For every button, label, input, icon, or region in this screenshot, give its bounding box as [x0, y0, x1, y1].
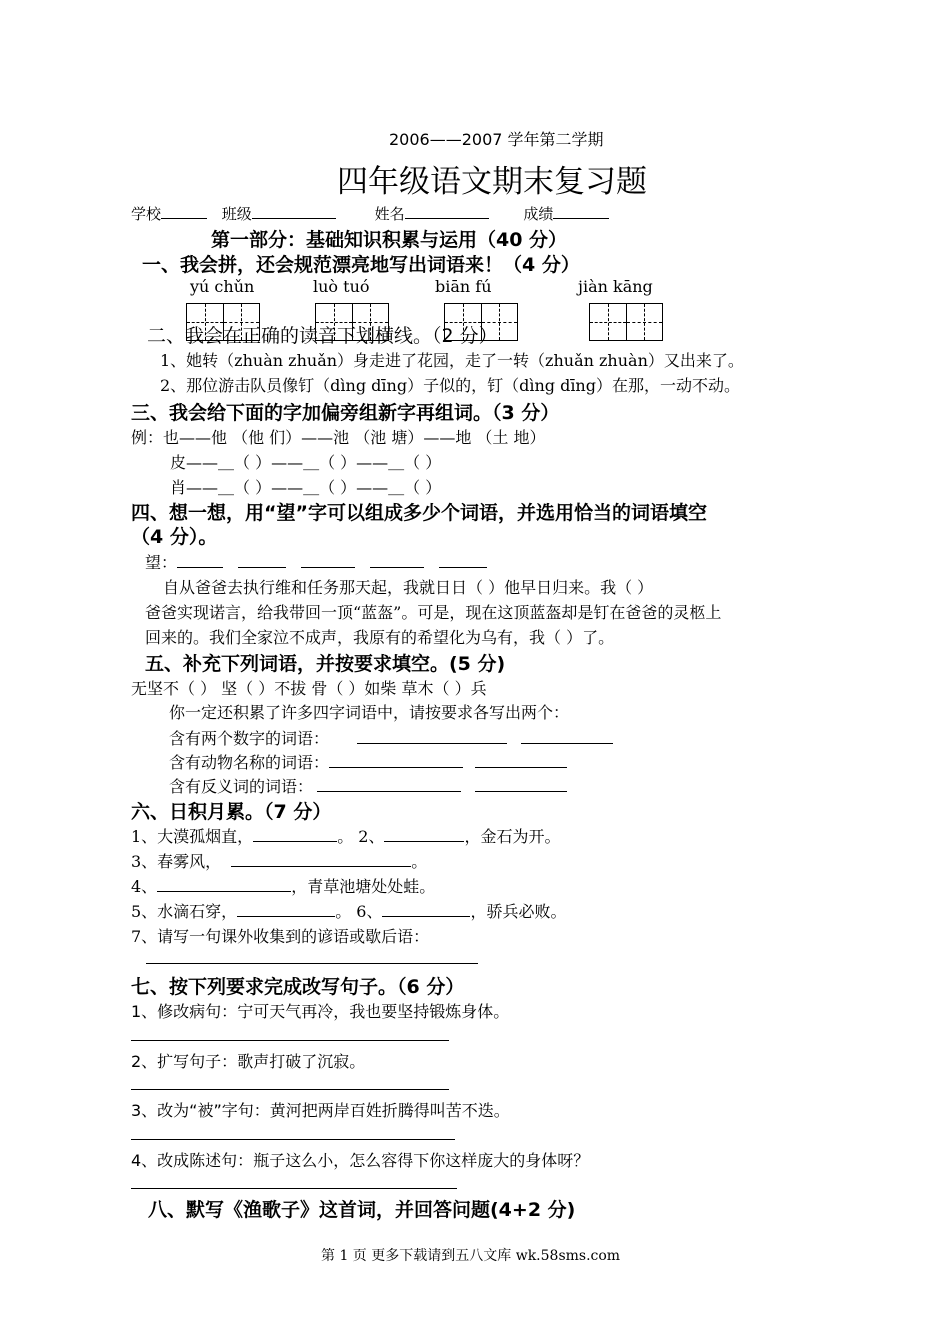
rewrite-q1-answer-line[interactable] [131, 1040, 449, 1041]
rewrite-q3 [131, 1098, 510, 1121]
rewrite-q1-label: 1、修改病句： [131, 1002, 238, 1021]
pinyin-2: luò tuó [313, 277, 370, 296]
section-5-c-label: 含有反义词的词语： [169, 777, 314, 796]
section-2-line-1: 1、她转（zhuàn zhuǎn）身走进了花园，走了一转（zhuǎn zhuàn）又出来了。 [160, 351, 744, 370]
wang-blank-3[interactable] [301, 553, 355, 568]
poem-1-prefix: 1、大漠孤烟直， [131, 827, 254, 846]
pinyin-3: biān fú [435, 277, 492, 296]
poem-2-suffix: ，金石为开。 [464, 827, 561, 846]
rewrite-q1 [131, 999, 509, 1022]
section-4-para-3: 回来的。我们全家泣不成声，我原有的希望化为乌有，我（ ）了。 [145, 628, 615, 647]
page-title: 四年级语文期末复习题 [337, 164, 647, 200]
info-row [131, 203, 609, 224]
school-year: 2006——2007 学年第二学期 [389, 130, 604, 149]
section-5-c-blank-2[interactable] [475, 777, 567, 792]
section-4-para-2: 爸爸实现诺言，给我带回一顶“蓝盔”。可是，现在这顶蓝盔却是钉在爸爸的灵柩上 [145, 603, 722, 622]
score-label: 成绩 [523, 205, 554, 223]
rewrite-q4-label: 4、改成陈述句： [131, 1151, 254, 1170]
rewrite-q4 [131, 1148, 589, 1171]
poem-6-suffix: ，骄兵必败。 [470, 902, 567, 921]
wang-label: 望： [145, 553, 178, 572]
section-2-heading: 二、我会在正确的读音下划横线。（2 分） [147, 325, 498, 347]
section-6-heading: 六、日积月累。（7 分） [131, 801, 332, 823]
section-4-heading-1: 四、想一想，用“望”字可以组成多少个词语，并选用恰当的词语填空 [131, 502, 707, 524]
rewrite-q4-text: 瓶子这么小，怎么容得下你这样庞大的身体呀？ [253, 1151, 590, 1170]
poem-1-blank[interactable] [253, 827, 337, 842]
section-2-line-2: 2、那位游击队员像钉（dìng dīng）子似的，钉（dìng dīng）在那，一动不动。 [160, 376, 740, 395]
pinyin-1: yú chǔn [190, 277, 255, 296]
class-blank[interactable] [252, 204, 336, 219]
section-6-line-3 [131, 874, 435, 897]
section-5-note: 你一定还积累了许多四字词语中，请按要求各写出两个： [169, 703, 570, 722]
section-6-line-5: 7、请写一句课外收集到的谚语或歇后语： [131, 927, 430, 946]
school-blank[interactable] [161, 204, 207, 219]
section-4-para-1: 自从爸爸去执行维和任务那天起，我就日日（ ）他早日归来。我（ ） [163, 578, 654, 597]
name-label: 姓名 [374, 205, 405, 223]
rewrite-q3-answer-line[interactable] [131, 1139, 455, 1140]
pinyin-4: jiàn kāng [578, 277, 653, 296]
rewrite-q2-text: 歌声打破了沉寂。 [237, 1052, 366, 1071]
wang-blank-5[interactable] [439, 553, 487, 568]
section-3-row-2[interactable]: 肖——＿（ ）——＿（ ）——＿（ ） [170, 478, 442, 497]
poem-4-blank[interactable] [157, 877, 291, 892]
section-6-line-2 [131, 849, 427, 872]
poem-6-prefix: 。 6、 [335, 902, 383, 921]
rewrite-q1-text: 宁可天气再冷，我也要坚持锻炼身体。 [237, 1002, 510, 1021]
section-6-line-1 [131, 824, 560, 847]
section-5-words[interactable]: 无坚不（ ） 坚（ ）不拔 骨（ ）如柴 草木（ ）兵 [131, 679, 487, 698]
section-5-b-label: 含有动物名称的词语： [169, 753, 330, 772]
poem-5-blank[interactable] [237, 902, 335, 917]
section-8-heading: 八、默写《渔歌子》这首词，并回答问题(4+2 分) [148, 1199, 576, 1221]
section-3-heading: 三、我会给下面的字加偏旁组新字再组词。（3 分） [131, 402, 560, 424]
class-label: 班级 [221, 205, 252, 223]
school-label: 学校 [131, 205, 162, 223]
section-5-a-blank-2[interactable] [521, 729, 613, 744]
part-one-heading: 第一部分：基础知识积累与运用（40 分） [211, 229, 568, 251]
writing-grid-4[interactable] [589, 303, 663, 341]
section-5-b-blank-2[interactable] [475, 753, 567, 768]
poem-5-prefix: 5、水滴石穿， [131, 902, 238, 921]
rewrite-q4-answer-line[interactable] [131, 1188, 457, 1189]
section-5-a-label: 含有两个数字的词语： [169, 729, 330, 748]
section-5-b [169, 750, 567, 773]
wang-blank-4[interactable] [370, 553, 424, 568]
rewrite-q3-text: 黄河把两岸百姓折腾得叫苦不迭。 [269, 1101, 510, 1120]
rewrite-q2-label: 2、扩写句子： [131, 1052, 238, 1071]
poem-6-blank[interactable] [382, 902, 470, 917]
poem-2-prefix: 。 2、 [337, 827, 385, 846]
section-5-a-blank-1[interactable] [357, 729, 507, 744]
section-5-heading: 五、补充下列词语，并按要求填空。(5 分) [145, 653, 506, 675]
wang-row [145, 550, 487, 573]
section-6-line-4 [131, 899, 566, 922]
section-7-heading: 七、按下列要求完成改写句子。（6 分） [131, 976, 465, 998]
section-3-example: 例：也——他 （他 们）——池 （池 塘）——地 （土 地） [131, 428, 546, 447]
score-blank[interactable] [553, 204, 609, 219]
proverb-answer-line[interactable] [146, 963, 478, 964]
poem-3-prefix: 3、春雾风， [131, 852, 222, 871]
section-5-a [169, 726, 613, 749]
rewrite-q2-answer-line[interactable] [131, 1089, 449, 1090]
wang-blank-2[interactable] [238, 553, 286, 568]
poem-3-blank[interactable] [231, 852, 411, 867]
rewrite-q3-label: 3、改为“被”字句： [131, 1101, 270, 1120]
name-blank[interactable] [405, 204, 489, 219]
poem-4-suffix: ，青草池塘处处蛙。 [291, 877, 436, 896]
poem-2-blank[interactable] [384, 827, 464, 842]
section-3-row-1[interactable]: 皮——＿（ ）——＿（ ）——＿（ ） [170, 453, 442, 472]
poem-3-suffix: 。 [411, 852, 428, 871]
page-footer: 第 1 页 更多下载请到五八文库 wk.58sms.com [321, 1248, 621, 1264]
wang-blank-1[interactable] [177, 553, 223, 568]
section-5-b-blank-1[interactable] [329, 753, 463, 768]
poem-4-prefix: 4、 [131, 877, 158, 896]
section-1-heading: 一、我会拼，还会规范漂亮地写出词语来！（4 分） [142, 254, 580, 276]
rewrite-q2 [131, 1049, 365, 1072]
section-5-c [169, 774, 567, 797]
section-5-c-blank-1[interactable] [317, 777, 461, 792]
section-4-heading-2: （4 分）。 [131, 526, 218, 548]
